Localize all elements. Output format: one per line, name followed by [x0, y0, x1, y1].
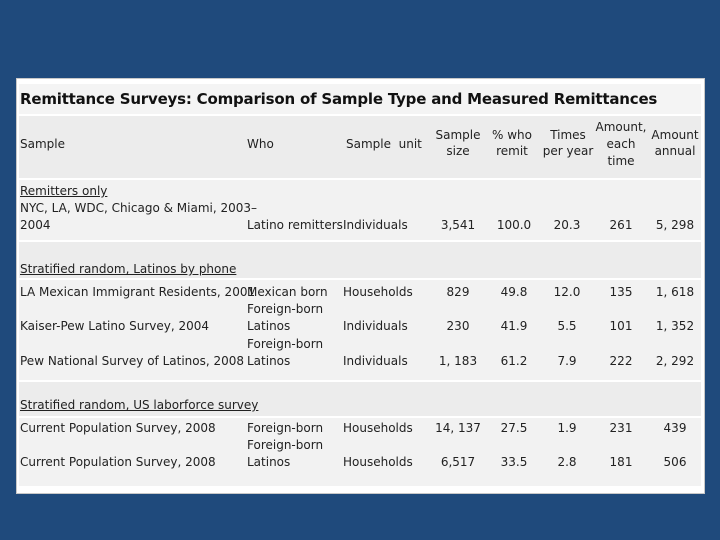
row4-who-line1: Foreign-born — [247, 337, 324, 351]
row4-unit: Individuals — [343, 354, 408, 368]
row3-annual: 1, 352 — [655, 319, 695, 333]
header-sample: Sample — [20, 137, 65, 151]
header-amount-each-2: each — [606, 137, 636, 151]
row1-times: 20.3 — [553, 218, 581, 232]
group-remitters-only: Remitters only — [20, 184, 108, 198]
row4-pct: 61.2 — [500, 354, 528, 368]
row5-times: 1.9 — [557, 421, 577, 435]
row6-pct: 33.5 — [500, 455, 528, 469]
row1-unit: Individuals — [343, 218, 408, 232]
group-stratified-labor: Stratified random, US laborforce survey — [20, 398, 259, 412]
row3-sample: Kaiser-Pew Latino Survey, 2004 — [20, 319, 210, 333]
row4-sample: Pew National Survey of Latinos, 2008 — [20, 354, 245, 368]
row4-times: 7.9 — [557, 354, 577, 368]
row2-sample: LA Mexican Immigrant Residents, 2001 — [20, 285, 256, 299]
row2-each: 135 — [609, 285, 633, 299]
row1-who: Latino remitters — [247, 218, 343, 232]
row5-annual: 439 — [663, 421, 687, 435]
row1-annual: 5, 298 — [655, 218, 695, 232]
row2-who: Mexican born — [247, 285, 328, 299]
row6-unit: Households — [343, 455, 413, 469]
row3-size: 230 — [446, 319, 470, 333]
row5-each: 231 — [609, 421, 633, 435]
row3-pct: 41.9 — [500, 319, 528, 333]
row4-each: 222 — [609, 354, 633, 368]
header-pct-remit-2: remit — [496, 144, 528, 158]
row4-size: 1, 183 — [438, 354, 478, 368]
row1-sample-line2: 2004 — [20, 218, 51, 232]
row3-who-line1: Foreign-born — [247, 302, 324, 316]
row2-unit: Households — [343, 285, 413, 299]
row1-size: 3,541 — [440, 218, 476, 232]
table-title: Remittance Surveys: Comparison of Sample Type and Measured Remittances — [20, 90, 658, 108]
header-amount-each-3: time — [607, 154, 635, 168]
row6-who-line2: Latinos — [247, 455, 291, 469]
header-sample-unit: Sample unit — [346, 137, 422, 151]
header-sample-size-1: Sample — [435, 128, 481, 142]
header-amount-annual-1: Amount — [651, 128, 699, 142]
row2-annual: 1, 618 — [655, 285, 695, 299]
row6-annual: 506 — [663, 455, 687, 469]
row4-annual: 2, 292 — [655, 354, 695, 368]
row5-who: Foreign-born — [247, 421, 324, 435]
row6-size: 6,517 — [440, 455, 476, 469]
header-amount-each-1: Amount, — [595, 120, 647, 134]
row2-size: 829 — [446, 285, 470, 299]
row2-times: 12.0 — [553, 285, 581, 299]
header-pct-remit-1: % who — [492, 128, 532, 142]
row6-who-line1: Foreign-born — [247, 438, 324, 452]
row2-pct: 49.8 — [500, 285, 528, 299]
row5-sample: Current Population Survey, 2008 — [20, 421, 216, 435]
header-times-2: per year — [542, 144, 594, 158]
row3-each: 101 — [609, 319, 633, 333]
row6-times: 2.8 — [557, 455, 577, 469]
row3-unit: Individuals — [343, 319, 408, 333]
row5-unit: Households — [343, 421, 413, 435]
header-sample-size-2: size — [446, 144, 470, 158]
row1-pct: 100.0 — [496, 218, 532, 232]
header-amount-annual-2: annual — [654, 144, 696, 158]
row1-each: 261 — [609, 218, 633, 232]
row4-who-line2: Latinos — [247, 354, 291, 368]
row3-who-line2: Latinos — [247, 319, 291, 333]
row6-sample: Current Population Survey, 2008 — [20, 455, 216, 469]
row3-times: 5.5 — [557, 319, 577, 333]
header-times-1: Times — [550, 128, 586, 142]
group-stratified-phone: Stratified random, Latinos by phone — [20, 262, 237, 276]
row1-sample-line1: NYC, LA, WDC, Chicago & Miami, 2003– — [20, 201, 258, 215]
row5-size: 14, 137 — [435, 421, 481, 435]
row6-each: 181 — [609, 455, 633, 469]
row5-pct: 27.5 — [500, 421, 528, 435]
header-who: Who — [247, 137, 274, 151]
